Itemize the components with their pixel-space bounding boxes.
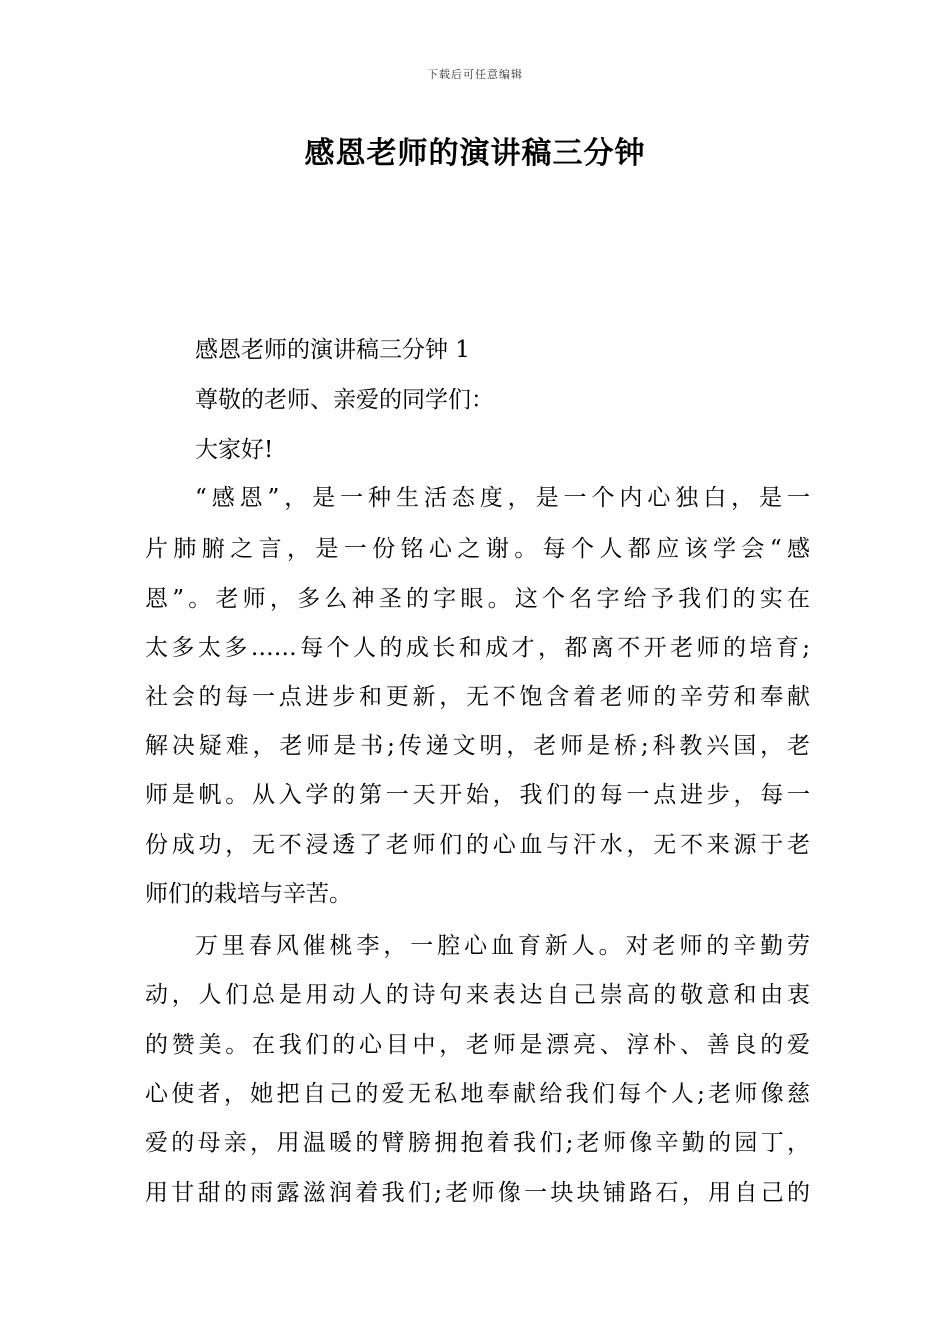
document-title: 感恩老师的演讲稿三分钟 (304, 136, 646, 171)
paragraph-2-line: 动，人们总是用动人的诗句来表达自己崇高的敬意和由衷 (145, 982, 810, 1008)
section-heading: 感恩老师的演讲稿三分钟 1 (195, 337, 470, 363)
paragraph-1-line: 社会的每一点进步和更新，无不饱含着老师的辛劳和奉献 (145, 684, 810, 710)
header-note: 下载后可任意编辑 (427, 68, 523, 81)
paragraph-1-line: 份成功，无不浸透了老师们的心血与汗水，无不来源于老 (145, 832, 810, 858)
paragraph-2-line: 爱的母亲，用温暖的臂膀拥抱着我们;老师像辛勤的园丁， (145, 1130, 810, 1156)
paragraph-2-line: 的赞美。在我们的心目中，老师是漂亮、淳朴、善良的爱 (145, 1032, 810, 1058)
paragraph-1-line: 太多太多……每个人的成长和成才，都离不开老师的培育; (145, 635, 810, 661)
salutation: 尊敬的老师、亲爱的同学们： (195, 387, 494, 413)
paragraph-2-line: 心使者，她把自己的爱无私地奉献给我们每个人;老师像慈 (145, 1081, 810, 1107)
paragraph-1-line: 恩”。老师，多么神圣的字眼。这个名字给予我们的实在 (145, 586, 810, 612)
greeting: 大家好! (195, 437, 274, 463)
paragraph-1-line: 师是帆。从入学的第一天开始，我们的每一点进步，每一 (145, 782, 810, 808)
paragraph-1-line: 师们的栽培与辛苦。 (145, 881, 352, 907)
paragraph-1-line: 解决疑难，老师是书;传递文明，老师是桥;科教兴国，老 (145, 733, 810, 759)
paragraph-1-line: “感恩”，是一种生活态度，是一个内心独白，是一 (195, 485, 810, 511)
paragraph-2-line: 万里春风催桃李，一腔心血育新人。对老师的辛勤劳 (195, 933, 810, 959)
paragraph-2-line: 用甘甜的雨露滋润着我们;老师像一块块铺路石，用自己的 (145, 1180, 810, 1206)
paragraph-1-line: 片肺腑之言，是一份铭心之谢。每个人都应该学会“感 (145, 536, 810, 562)
